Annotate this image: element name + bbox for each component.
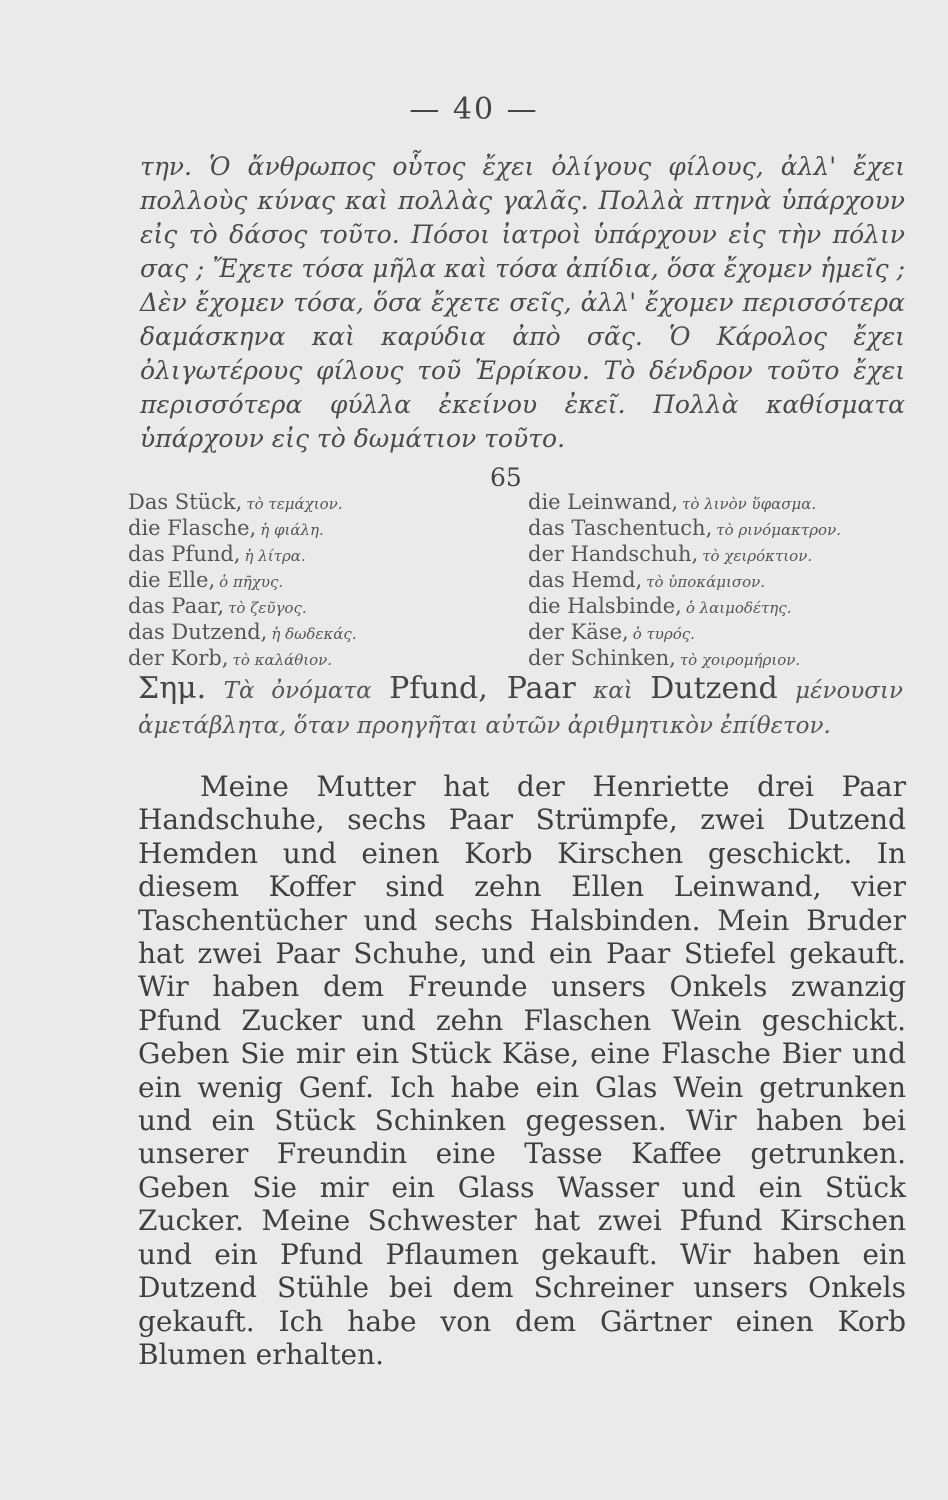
vocab-greek: τὸ χοιρομήριον. bbox=[679, 651, 801, 669]
vocabulary-column-left bbox=[128, 490, 458, 672]
vocab-greek: τὸ ὑποκάμισον. bbox=[646, 573, 766, 591]
vocab-german: Das Stück, bbox=[128, 490, 243, 514]
note-kai: καὶ bbox=[593, 678, 633, 704]
vocab-german: das Dutzend, bbox=[128, 620, 268, 644]
vocab-german: der Schinken, bbox=[528, 646, 676, 670]
note-prefix: Σημ. bbox=[138, 671, 207, 706]
vocab-greek: τὸ χειρόκτιον. bbox=[702, 547, 813, 565]
vocab-greek: τὸ τεμάχιον. bbox=[246, 495, 343, 513]
note-terms: Pfund, Paar bbox=[389, 671, 576, 706]
vocab-german: der Käse, bbox=[528, 620, 629, 644]
grammar-note bbox=[138, 672, 903, 743]
vocabulary-column-right bbox=[528, 490, 908, 672]
vocab-item bbox=[528, 620, 908, 646]
vocab-item bbox=[128, 568, 458, 594]
vocab-greek: ἡ λίτρα. bbox=[244, 547, 306, 565]
vocab-greek: τὸ ρινόμακτρον. bbox=[716, 521, 841, 539]
vocab-greek: τὸ λινὸν ὕφασμα. bbox=[682, 495, 817, 513]
vocab-item bbox=[528, 516, 908, 542]
vocab-german: die Elle, bbox=[128, 568, 216, 592]
note-text-before: Τὰ ὀνόματα bbox=[223, 678, 372, 704]
vocab-item bbox=[128, 516, 458, 542]
vocab-german: die Halsbinde, bbox=[528, 594, 682, 618]
vocab-item bbox=[128, 620, 458, 646]
note-term-last: Dutzend bbox=[650, 671, 778, 706]
note-text-after: μένουσιν ἀμετάβλητα, ὅταν προηγῆται αὐτῶν ἀριθμητικὸν ἐπίθετον. bbox=[138, 678, 903, 739]
vocab-item bbox=[528, 542, 908, 568]
vocab-item bbox=[528, 594, 908, 620]
vocab-item bbox=[128, 594, 458, 620]
vocab-greek: ἡ φιάλη. bbox=[260, 521, 324, 539]
page-number: — 40 — bbox=[409, 92, 539, 127]
vocab-german: der Korb, bbox=[128, 646, 229, 670]
vocab-greek: ὁ πῆχυς. bbox=[219, 573, 284, 591]
vocab-german: der Handschuh, bbox=[528, 542, 699, 566]
vocab-greek: ὁ τυρός. bbox=[632, 625, 695, 643]
vocab-item bbox=[528, 490, 908, 516]
vocab-item bbox=[128, 490, 458, 516]
vocab-german: die Flasche, bbox=[128, 516, 257, 540]
vocab-german: das Taschentuch, bbox=[528, 516, 713, 540]
vocab-german: die Leinwand, bbox=[528, 490, 679, 514]
vocab-greek: τὸ ζεῦγος. bbox=[228, 599, 307, 617]
greek-exercise-paragraph: την. Ὁ ἄνθρωπος οὗτος ἔχει ὀλίγους φίλους, ἀλλ' ἔχει πολλοὺς κύνας καὶ πολλὰς γαλᾶς. Πολλὰ πτηνὰ ὑπάρχουν εἰς τὸ δάσος τοῦτο. Πόσοι ἰατροὶ ὑπάρχουν εἰς τὴν πόλιν σας ; Ἔχετε τόσα μῆλα καὶ τόσα ἀπίδια, ὅσα ἔχομεν ἡμεῖς ; Δὲν ἔχομεν τόσα, ὅσα ἔχετε σεῖς, ἀλλ' ἔχομεν περισσότερα δαμάσκηνα καὶ καρύδια ἀπὸ σᾶς. Ὁ Κάρολος ἔχει ὀλιγωτέρους φίλους τοῦ Ἑρρίκου. Τὸ δένδρον τοῦτο ἔχει περισσότερα φύλλα ἐκείνου ἐκεῖ. Πολλὰ καθίσματα ὑπάρχουν εἰς τὸ δωμάτιον τοῦτο. bbox=[140, 152, 905, 453]
vocab-greek: ὁ λαιμοδέτης. bbox=[685, 599, 792, 617]
vocab-item bbox=[528, 646, 908, 672]
vocab-item bbox=[128, 646, 458, 672]
vocab-german: das Paar, bbox=[128, 594, 225, 618]
vocab-item bbox=[528, 568, 908, 594]
vocab-german: das Hemd, bbox=[528, 568, 643, 592]
german-exercise-paragraph: Meine Mutter hat der Henriette drei Paar Handschuhe, sechs Paar Strümpfe, zwei Dutzend Hemden und einen Korb Kirschen geschickt. In diesem Koffer sind zehn Ellen Leinwand, vier Taschentücher und sechs Halsbinden. Mein Bruder hat zwei Paar Schuhe, und ein Paar Stiefel gekauft. Wir haben dem Freunde unsers Onkels zwanzig Pfund Zucker und zehn Flaschen Wein geschickt. Geben Sie mir ein Stück Käse, eine Flasche Bier und ein wenig Genf. Ich habe ein Glas Wein getrunken und ein Stück Schinken gegessen. Wir haben bei unserer Freundin eine Tasse Kaffee getrunken. Geben Sie mir ein Glass Wasser und ein Stück Zucker. Meine Schwester hat zwei Pfund Kirschen und ein Pfund Pflaumen gekauft. Wir haben ein Dutzend Stühle bei dem Schreiner unsers Onkels gekauft. Ich habe von dem Gärtner einen Korb Blumen erhalten. bbox=[138, 770, 906, 1371]
vocab-greek: ἡ δωδεκάς. bbox=[271, 625, 357, 643]
vocab-item bbox=[128, 542, 458, 568]
section-number: 65 bbox=[490, 463, 522, 492]
vocab-greek: τὸ καλάθιον. bbox=[232, 651, 333, 669]
vocab-german: das Pfund, bbox=[128, 542, 241, 566]
